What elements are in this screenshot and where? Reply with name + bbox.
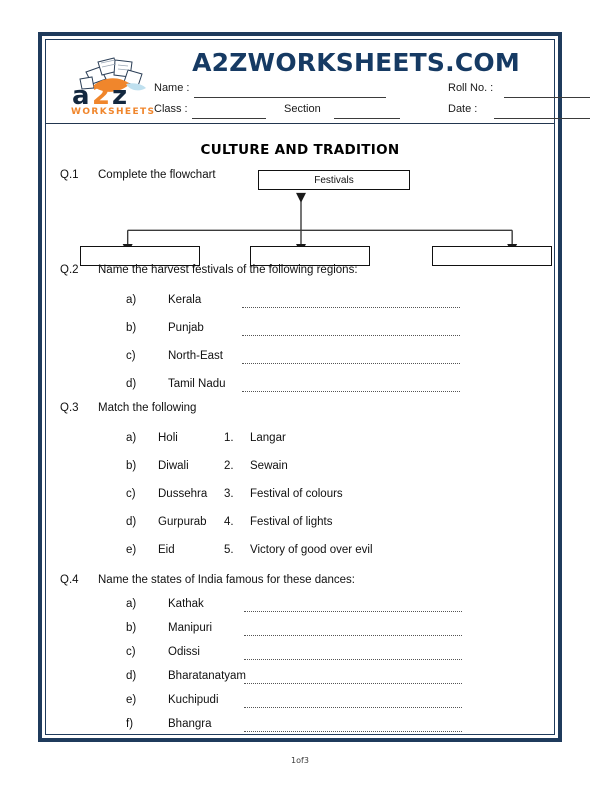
student-info-row-2 bbox=[154, 103, 546, 122]
q3-left-letter-b: b) bbox=[126, 460, 137, 472]
q4-item-letter-d: d) bbox=[126, 670, 137, 682]
question-number-2: Q.2 bbox=[60, 264, 79, 276]
name-label: Name : bbox=[154, 82, 190, 94]
brand-title: A2ZWORKSHEETS.COM bbox=[192, 48, 520, 77]
flowchart-child-box-2[interactable] bbox=[250, 246, 370, 266]
svg-text:a: a bbox=[72, 81, 90, 111]
flowchart-root-box[interactable] bbox=[258, 170, 410, 190]
date-label: Date : bbox=[448, 103, 478, 115]
question-prompt-1: Complete the flowchart bbox=[98, 169, 216, 181]
flowchart-child-box-3[interactable] bbox=[432, 246, 552, 266]
q4-item-label-a: Kathak bbox=[168, 598, 204, 610]
worksheet-header bbox=[46, 40, 554, 124]
worksheet-page bbox=[38, 32, 562, 742]
q3-left-letter-a: a) bbox=[126, 432, 137, 444]
section-label: Section bbox=[284, 103, 321, 115]
q3-right-label-4[interactable]: Festival of lights bbox=[250, 516, 333, 528]
q2-item-label-b: Punjab bbox=[168, 322, 204, 334]
flowchart-root-label: Festivals bbox=[314, 174, 354, 186]
q4-item-label-e: Kuchipudi bbox=[168, 694, 219, 706]
flowchart-child-box-1[interactable] bbox=[80, 246, 200, 266]
q4-item-letter-c: c) bbox=[126, 646, 136, 658]
q4-answer-line-a[interactable] bbox=[244, 611, 462, 612]
q4-item-letter-e: e) bbox=[126, 694, 137, 706]
q4-item-letter-f: f) bbox=[126, 718, 134, 730]
a2z-worksheets-logo[interactable] bbox=[60, 46, 156, 118]
student-info-fields bbox=[154, 82, 546, 124]
q2-item-label-c: North-East bbox=[168, 350, 223, 362]
q3-right-number-4: 4. bbox=[224, 516, 234, 528]
q3-left-letter-c: c) bbox=[126, 488, 136, 500]
q3-right-number-2: 2. bbox=[224, 460, 234, 472]
question-prompt-2: Name the harvest festivals of the following regions: bbox=[98, 264, 358, 276]
worksheet-body bbox=[46, 124, 554, 734]
q3-left-label-e[interactable]: Eid bbox=[158, 544, 175, 556]
roll-no-label: Roll No. : bbox=[448, 82, 494, 94]
class-label: Class : bbox=[154, 103, 188, 115]
q4-item-label-b: Manipuri bbox=[168, 622, 213, 634]
student-info-row-1 bbox=[154, 82, 546, 101]
q4-answer-line-e[interactable] bbox=[244, 707, 462, 708]
q3-left-label-d[interactable]: Gurpurab bbox=[158, 516, 207, 528]
class-input[interactable] bbox=[192, 118, 266, 119]
question-number-1: Q.1 bbox=[60, 169, 79, 181]
q3-right-label-5[interactable]: Victory of good over evil bbox=[250, 544, 373, 556]
question-prompt-4: Name the states of India famous for these dances: bbox=[98, 574, 355, 586]
q2-answer-line-a[interactable] bbox=[242, 307, 460, 308]
q3-left-letter-d: d) bbox=[126, 516, 137, 528]
question-prompt-3: Match the following bbox=[98, 402, 197, 414]
q2-answer-line-c[interactable] bbox=[242, 363, 460, 364]
q4-answer-line-f[interactable] bbox=[244, 731, 462, 732]
q4-item-label-f: Bhangra bbox=[168, 718, 212, 730]
q3-right-label-1[interactable]: Langar bbox=[250, 432, 286, 444]
worksheet-page-inner-border bbox=[45, 39, 555, 735]
q4-answer-line-b[interactable] bbox=[244, 635, 462, 636]
svg-text:2: 2 bbox=[92, 81, 111, 111]
q2-answer-line-b[interactable] bbox=[242, 335, 460, 336]
svg-text:WORKSHEETS: WORKSHEETS bbox=[71, 107, 156, 117]
q2-item-label-d: Tamil Nadu bbox=[168, 378, 226, 390]
section-input[interactable] bbox=[334, 118, 400, 119]
q4-item-label-c: Odissi bbox=[168, 646, 200, 658]
q4-item-letter-a: a) bbox=[126, 598, 137, 610]
q3-right-number-5: 5. bbox=[224, 544, 234, 556]
q2-item-letter-c: c) bbox=[126, 350, 136, 362]
date-input[interactable] bbox=[494, 118, 590, 119]
q3-left-label-c[interactable]: Dussehra bbox=[158, 488, 208, 500]
q2-answer-line-d[interactable] bbox=[242, 391, 460, 392]
q3-left-label-b[interactable]: Diwali bbox=[158, 460, 189, 472]
q4-answer-line-d[interactable] bbox=[244, 683, 462, 684]
q3-left-letter-e: e) bbox=[126, 544, 137, 556]
q3-right-label-3[interactable]: Festival of colours bbox=[250, 488, 343, 500]
q2-item-letter-b: b) bbox=[126, 322, 137, 334]
q4-item-letter-b: b) bbox=[126, 622, 137, 634]
q2-item-letter-a: a) bbox=[126, 294, 137, 306]
page-title: CULTURE AND TRADITION bbox=[200, 142, 400, 158]
question-number-3: Q.3 bbox=[60, 402, 79, 414]
name-input[interactable] bbox=[194, 97, 386, 98]
q3-right-number-3: 3. bbox=[224, 488, 234, 500]
q3-right-label-2[interactable]: Sewain bbox=[250, 460, 288, 472]
flowchart-connectors bbox=[46, 124, 554, 734]
svg-text:z: z bbox=[112, 81, 128, 111]
q3-right-number-1: 1. bbox=[224, 432, 234, 444]
page-footer: 1of3 bbox=[291, 756, 309, 765]
q3-left-label-a[interactable]: Holi bbox=[158, 432, 178, 444]
q4-item-label-d: Bharatanatyam bbox=[168, 670, 246, 682]
roll-no-input[interactable] bbox=[504, 97, 590, 98]
q2-item-letter-d: d) bbox=[126, 378, 137, 390]
q2-item-label-a: Kerala bbox=[168, 294, 202, 306]
question-number-4: Q.4 bbox=[60, 574, 79, 586]
q4-answer-line-c[interactable] bbox=[244, 659, 462, 660]
